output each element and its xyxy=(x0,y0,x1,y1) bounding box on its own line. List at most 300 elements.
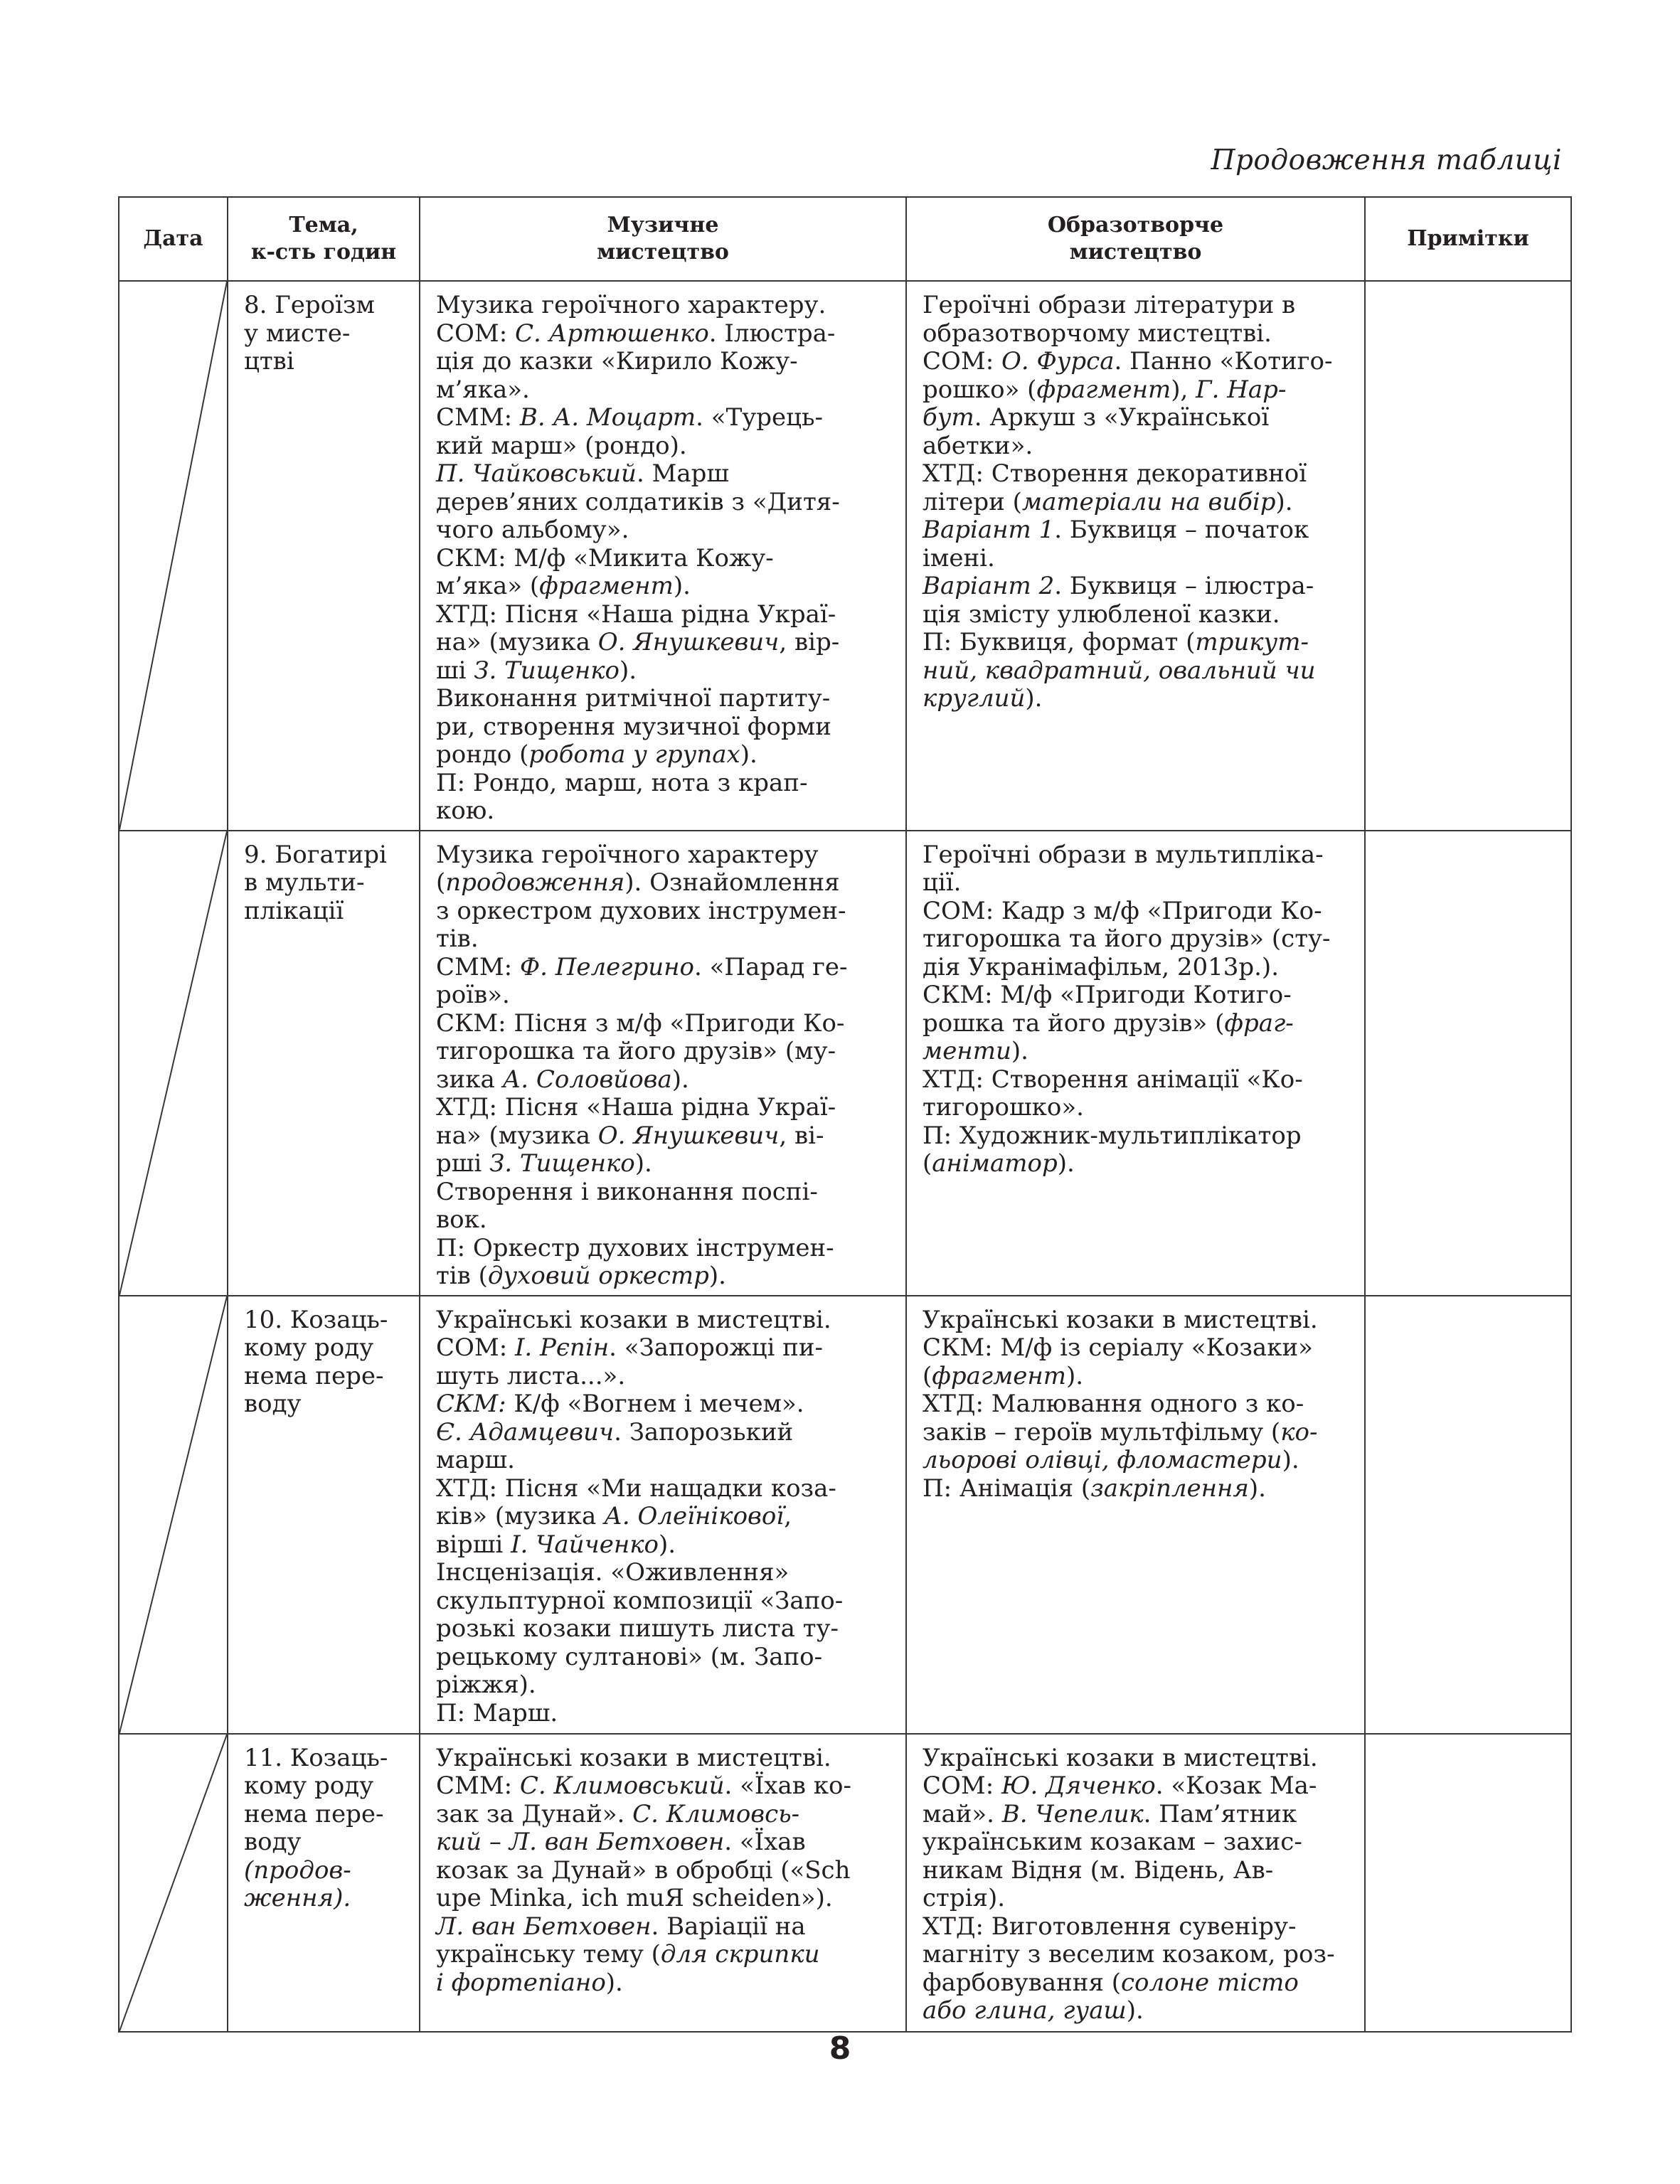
text: П: Буквиця, формат ( xyxy=(923,628,1196,656)
text: СММ: xyxy=(436,1772,520,1800)
table-row xyxy=(119,831,1571,1296)
italic-text: для скрипки xyxy=(660,1940,820,1969)
text: марш. xyxy=(436,1446,515,1474)
text-line xyxy=(436,320,891,348)
text-line xyxy=(923,1419,1350,1447)
art-cell xyxy=(906,831,1365,1296)
text-line xyxy=(436,1671,891,1700)
italic-text: льорові олівці, фломастери xyxy=(923,1446,1282,1474)
text: ). xyxy=(708,1262,726,1290)
text-line xyxy=(436,1615,891,1644)
text: . Марш xyxy=(636,459,730,488)
text: П: Марш. xyxy=(436,1698,558,1727)
text-line xyxy=(923,841,1350,870)
italic-text: С. Климовсь- xyxy=(632,1799,800,1828)
text: вірші xyxy=(436,1530,511,1559)
italic-text: В. Чепелик xyxy=(1001,1799,1144,1828)
text: літери ( xyxy=(923,487,1022,516)
italic-text: і фортепіано xyxy=(436,1968,606,1997)
text-line xyxy=(436,1559,891,1587)
text: ). xyxy=(1275,487,1293,516)
text: ХТД: Створення анімації «Ко- xyxy=(923,1065,1303,1094)
text-line xyxy=(436,1178,891,1207)
text: , ві- xyxy=(779,1121,824,1150)
header-date: Дата xyxy=(119,197,228,281)
text-line xyxy=(923,1150,1350,1178)
text-line xyxy=(923,1390,1350,1419)
text: ХТД: Пісня «Наша рідна Украї- xyxy=(436,600,836,629)
date-cell xyxy=(119,831,228,1296)
text: магніту з веселим козаком, роз- xyxy=(923,1940,1335,1969)
text-line xyxy=(923,1857,1350,1885)
text-line xyxy=(436,1150,891,1178)
text: ). xyxy=(671,1065,689,1094)
text-line xyxy=(923,404,1350,432)
italic-text: продовження xyxy=(445,868,625,897)
notes-cell xyxy=(1365,1296,1571,1734)
text-line xyxy=(436,1475,891,1503)
diagonal-line xyxy=(119,282,227,830)
text-line xyxy=(436,1447,891,1475)
text: Виконання ритмічної партиту- xyxy=(436,684,831,713)
date-cell xyxy=(119,281,228,831)
theme-line: нема пере- xyxy=(244,1361,384,1390)
text: ). xyxy=(620,656,637,685)
italic-text: фрагмент xyxy=(1036,375,1171,404)
text-line xyxy=(436,1262,891,1291)
text: П: Анімація ( xyxy=(923,1474,1091,1503)
page-number: 8 xyxy=(829,2030,851,2067)
text: Героїчні образи літератури в xyxy=(923,291,1296,319)
italic-text: З. Тищенко xyxy=(474,656,620,685)
text: ( xyxy=(436,868,446,897)
text-line xyxy=(436,572,891,601)
text: чого альбому». xyxy=(436,516,629,544)
text: , xyxy=(784,1502,792,1530)
text-line xyxy=(436,348,891,376)
text: СОМ: xyxy=(923,347,1001,375)
text-line xyxy=(923,1122,1350,1151)
text-line xyxy=(923,1941,1350,1969)
text: upe Minka, ich muЯ scheiden»). xyxy=(436,1884,833,1912)
theme-cell xyxy=(228,1734,420,2032)
text-line xyxy=(436,1038,891,1066)
table-header-row xyxy=(119,197,1571,281)
diagonal-line xyxy=(119,831,227,1295)
text: тигорошка та його друзів» (сту- xyxy=(923,925,1331,953)
notes-cell xyxy=(1365,1734,1571,2032)
text-line xyxy=(923,685,1350,713)
text-line xyxy=(436,685,891,713)
text: . «Турець- xyxy=(696,403,824,432)
music-cell xyxy=(420,1296,906,1734)
italic-text: Ю. Дяченко xyxy=(1001,1772,1156,1800)
text: ція змісту улюбленої казки. xyxy=(923,600,1280,629)
italic-text: фрагмент xyxy=(932,1361,1067,1390)
text: Створення і виконання поспі- xyxy=(436,1177,818,1206)
text: . «Парад ге- xyxy=(694,952,848,981)
text-line xyxy=(436,1587,891,1616)
text: СОМ: xyxy=(436,319,515,348)
theme-line: кому роду xyxy=(244,1333,374,1362)
text: ). xyxy=(1025,684,1043,713)
text-line xyxy=(436,897,891,926)
text: шуть листа...». xyxy=(436,1361,626,1390)
text: СКМ: М/ф «Микита Кожу- xyxy=(436,543,774,572)
text: . «Козак Ма- xyxy=(1155,1772,1317,1800)
text: П: Художник-мультиплікатор xyxy=(923,1121,1302,1150)
notes-cell xyxy=(1365,281,1571,831)
text-line xyxy=(923,516,1350,545)
text-line xyxy=(923,1066,1350,1094)
text: ). xyxy=(659,1530,676,1559)
italic-text: С. Артюшенко xyxy=(514,319,709,348)
italic-text: В. А. Моцарт xyxy=(519,403,696,432)
text-line xyxy=(436,1010,891,1038)
theme-line: плікації xyxy=(244,896,344,925)
text-line xyxy=(436,460,891,489)
text-line xyxy=(436,404,891,432)
text: абетки». xyxy=(923,431,1033,460)
text-line xyxy=(923,981,1350,1010)
text: Героїчні образи в мультипліка- xyxy=(923,840,1324,869)
text: СКМ: М/ф із серіалу «Козаки» xyxy=(923,1333,1313,1362)
text: рецькому султанові» (м. Запо- xyxy=(436,1642,823,1671)
text: тів. xyxy=(436,925,479,953)
text: П: Оркестр духових інструмен- xyxy=(436,1233,834,1262)
text-line xyxy=(436,1801,891,1829)
text-line xyxy=(436,1531,891,1560)
text: ( xyxy=(923,1361,932,1390)
text-line xyxy=(923,1363,1350,1391)
text: м’яка». xyxy=(436,375,530,404)
text-line xyxy=(436,545,891,573)
text: українським козакам – захис- xyxy=(923,1828,1302,1856)
theme-line: нема пере- xyxy=(244,1799,384,1828)
text-line xyxy=(436,1066,891,1094)
italic-text: П. Чайковський xyxy=(436,459,637,488)
theme-line: воду xyxy=(244,1390,302,1418)
italic-text: солоне тісто xyxy=(1121,1968,1299,1997)
text-line xyxy=(436,601,891,629)
text-line xyxy=(923,601,1350,629)
text: образотворчому мистецтві. xyxy=(923,319,1272,348)
text: тигорошко». xyxy=(923,1093,1084,1122)
table-row xyxy=(119,1734,1571,2032)
text: Музика героїчного характеру. xyxy=(436,291,826,319)
italic-text: робота у групах xyxy=(528,740,740,769)
date-cell xyxy=(119,1296,228,1734)
text: розькі козаки пишуть листа ту- xyxy=(436,1614,839,1643)
text: ри, створення музичної форми xyxy=(436,712,831,741)
text-line xyxy=(436,713,891,742)
text-line xyxy=(923,1744,1350,1773)
text: СКМ: Пісня з м/ф «Пригоди Ко- xyxy=(436,1008,845,1038)
text: фарбовування ( xyxy=(923,1968,1121,1997)
text-line xyxy=(923,1772,1350,1801)
text-line xyxy=(923,1475,1350,1503)
text: Українські козаки в мистецтві. xyxy=(436,1305,831,1334)
text-line xyxy=(436,376,891,405)
text-line xyxy=(923,460,1350,489)
text: ків» (музика xyxy=(436,1502,605,1530)
text-line xyxy=(436,925,891,954)
text-line xyxy=(923,1010,1350,1038)
text-line xyxy=(436,769,891,798)
text-line xyxy=(436,1122,891,1151)
text: козак за Дунай» в обробці («Sch xyxy=(436,1855,851,1885)
text-line xyxy=(436,657,891,686)
text: імені. xyxy=(923,543,995,572)
text: . Буквиця – початок xyxy=(1054,516,1309,544)
italic-text: Г. Нар- xyxy=(1196,375,1287,404)
text-line xyxy=(923,1306,1350,1335)
text: дія Укранімафільм, 2013р.). xyxy=(923,952,1280,981)
text-line xyxy=(923,897,1350,926)
theme-line: (продов- xyxy=(244,1855,351,1885)
italic-text: О. Янушкевич xyxy=(597,1121,780,1150)
italic-text: бут xyxy=(923,403,974,432)
text-line xyxy=(436,1306,891,1335)
text: рондо ( xyxy=(436,740,529,769)
italic-text: З. Тищенко xyxy=(489,1149,635,1178)
text-line xyxy=(436,1206,891,1235)
theme-line: воду xyxy=(244,1828,302,1856)
theme-cell xyxy=(228,831,420,1296)
music-cell xyxy=(420,281,906,831)
text-line xyxy=(923,629,1350,657)
text: . Варіації на xyxy=(651,1912,806,1941)
text: СКМ: М/ф «Пригоди Котиго- xyxy=(923,981,1292,1009)
notes-cell xyxy=(1365,831,1571,1296)
text-line xyxy=(436,1419,891,1447)
italic-text: закріплення xyxy=(1090,1474,1249,1503)
text: ХТД: Виготовлення сувеніру- xyxy=(923,1912,1297,1941)
music-cell xyxy=(420,1734,906,2032)
text: Музика героїчного характеру xyxy=(436,840,819,869)
text-line xyxy=(923,1801,1350,1829)
text: ). Ознайомлення xyxy=(624,868,840,897)
text: кою. xyxy=(436,797,495,825)
text: роїв». xyxy=(436,981,510,1009)
text-line xyxy=(436,1772,891,1801)
text-line xyxy=(923,1334,1350,1363)
text: рошка та його друзів» ( xyxy=(923,1008,1225,1038)
italic-text: Л. ван Бетховен xyxy=(436,1912,652,1941)
text: українську тему ( xyxy=(436,1940,661,1969)
text: ції. xyxy=(923,868,962,897)
text-line xyxy=(923,1885,1350,1913)
text: ХТД: Пісня «Ми нащадки коза- xyxy=(436,1474,836,1503)
italic-text: Варіант 1 xyxy=(923,516,1055,544)
text-line xyxy=(436,1235,891,1263)
text: ). xyxy=(634,1149,652,1178)
italic-text: Варіант 2 xyxy=(923,572,1055,600)
text-line xyxy=(436,1828,891,1857)
text: ). xyxy=(673,572,691,600)
header-notes: Примітки xyxy=(1365,197,1571,281)
text: П: Рондо, марш, нота з крап- xyxy=(436,768,808,797)
theme-line: кому роду xyxy=(244,1772,374,1800)
text-line xyxy=(923,1969,1350,1998)
text-line xyxy=(436,954,891,982)
italic-text: круглий xyxy=(923,684,1026,713)
italic-text: матеріали на вибір xyxy=(1021,487,1276,516)
text: ). xyxy=(740,740,757,769)
text: на» (музика xyxy=(436,1121,598,1150)
text-line xyxy=(436,1503,891,1531)
theme-line: 8. Героїзм xyxy=(244,291,375,319)
italic-text: або глина, гуаш xyxy=(923,1996,1127,2025)
text-line xyxy=(923,1038,1350,1066)
text: ). xyxy=(1066,1361,1084,1390)
text: К/ф «Вогнем і мечем». xyxy=(506,1390,804,1418)
theme-cell xyxy=(228,281,420,831)
text: рошко» ( xyxy=(923,375,1037,404)
text-line xyxy=(923,1913,1350,1941)
text: Українські козаки в мистецтві. xyxy=(923,1305,1318,1334)
italic-text: О. Фурса xyxy=(1001,347,1115,375)
text: ). xyxy=(1248,1474,1266,1503)
text: зика xyxy=(436,1065,503,1094)
italic-text: Є. Адамцевич xyxy=(436,1417,615,1447)
theme-line: цтві xyxy=(244,347,294,375)
table-row xyxy=(119,281,1571,831)
text: ). xyxy=(1011,1037,1028,1065)
text: Українські козаки в мистецтві. xyxy=(923,1743,1318,1772)
italic-text: С. Климовський xyxy=(519,1772,725,1800)
theme-cell xyxy=(228,1296,420,1734)
text-line xyxy=(923,869,1350,897)
text: СОМ: xyxy=(436,1333,515,1362)
italic-text: Ф. Пелегрино xyxy=(519,952,694,981)
text: ріжжя). xyxy=(436,1671,536,1699)
curriculum-table xyxy=(118,196,1572,2033)
header-art: Образотворче мистецтво xyxy=(906,197,1365,281)
text: м’яка» ( xyxy=(436,572,540,600)
text-line xyxy=(436,1644,891,1672)
text-line xyxy=(436,1885,891,1913)
text-line xyxy=(436,841,891,870)
italic-text: кий – Л. ван Бетховен xyxy=(436,1828,725,1856)
diagonal-line xyxy=(119,1296,227,1733)
italic-text: трикут- xyxy=(1195,628,1309,656)
header-music: Музичне мистецтво xyxy=(420,197,906,281)
text-line xyxy=(923,348,1350,376)
text-line xyxy=(436,1857,891,1885)
text-line xyxy=(923,376,1350,405)
theme-line: 9. Богатирі xyxy=(244,840,387,869)
text-line xyxy=(436,1363,891,1391)
text: СОМ: xyxy=(923,1772,1001,1800)
text: СОМ: Кадр з м/ф «Пригоди Ко- xyxy=(923,896,1322,925)
text-line xyxy=(436,869,891,897)
text: стрія). xyxy=(923,1884,1006,1912)
theme-line: у мисте- xyxy=(244,319,351,348)
text-line xyxy=(923,292,1350,320)
art-cell xyxy=(906,1296,1365,1734)
italic-text: СКМ: xyxy=(436,1390,506,1418)
italic-text: фрагмент xyxy=(539,572,674,600)
text: ). xyxy=(605,1968,623,1997)
text-line xyxy=(436,797,891,826)
text: май». xyxy=(923,1799,1002,1828)
text: заків – героїв мультфільму ( xyxy=(923,1417,1281,1447)
text: СММ: xyxy=(436,403,520,432)
italic-text: І. Рєпін xyxy=(514,1333,610,1362)
text-line xyxy=(923,1997,1350,2025)
italic-text: духовий оркестр xyxy=(487,1262,709,1290)
text: , вір- xyxy=(779,628,840,656)
text: вок. xyxy=(436,1205,487,1234)
text: . «Їхав xyxy=(724,1828,806,1856)
text-line xyxy=(923,1094,1350,1122)
text: дерев’яних солдатиків з «Дитя- xyxy=(436,487,840,516)
art-cell xyxy=(906,1734,1365,2032)
text-line xyxy=(923,432,1350,461)
text: рші xyxy=(436,1149,490,1178)
text-line xyxy=(923,320,1350,348)
text-line xyxy=(436,1334,891,1363)
italic-text: ко- xyxy=(1280,1417,1318,1447)
table-row xyxy=(119,1296,1571,1734)
diagonal-line xyxy=(119,1735,227,2031)
text: . Запорозький xyxy=(614,1417,794,1447)
text-line xyxy=(436,292,891,320)
text: . Пам’ятник xyxy=(1143,1799,1297,1828)
text: . «Їхав ко- xyxy=(724,1772,851,1800)
text: . Панно «Котиго- xyxy=(1114,347,1333,375)
text: Інсценізація. «Оживлення» xyxy=(436,1558,790,1587)
text: ші xyxy=(436,656,474,685)
text-line xyxy=(436,1941,891,1969)
date-cell xyxy=(119,1734,228,2032)
italic-text: аніматор xyxy=(932,1149,1058,1178)
text-line xyxy=(436,432,891,461)
text: . «Запорожці пи- xyxy=(609,1333,823,1362)
text-line xyxy=(436,741,891,769)
text-line xyxy=(436,1744,891,1773)
text: скульптурної композиції «Запо- xyxy=(436,1586,844,1615)
text-line xyxy=(923,657,1350,686)
text-line xyxy=(923,545,1350,573)
text: Українські козаки в мистецтві. xyxy=(436,1743,831,1772)
text: . Буквиця – ілюстра- xyxy=(1054,572,1314,600)
text-line xyxy=(436,1969,891,1998)
theme-line: ження). xyxy=(244,1884,351,1912)
text: . Ілюстра- xyxy=(708,319,836,348)
text-line xyxy=(923,925,1350,954)
text-line xyxy=(923,1447,1350,1475)
italic-text: О. Янушкевич xyxy=(597,628,780,656)
text: ХТД: Малювання одного з ко- xyxy=(923,1390,1304,1418)
art-cell xyxy=(906,281,1365,831)
theme-line: 11. Козаць- xyxy=(244,1743,388,1772)
text-line xyxy=(436,629,891,657)
italic-text: менти xyxy=(923,1037,1011,1065)
theme-line: в мульти- xyxy=(244,868,365,897)
text: з оркестром духових інструмен- xyxy=(436,896,846,925)
continuation-label: Продовження таблиці xyxy=(1211,144,1562,176)
text: никам Відня (м. Відень, Ав- xyxy=(923,1855,1274,1885)
text-line xyxy=(436,489,891,517)
text: зак за Дунай». xyxy=(436,1799,633,1828)
text-line xyxy=(923,954,1350,982)
italic-text: І. Чайченко xyxy=(511,1530,659,1559)
text: ( xyxy=(923,1149,932,1178)
text: СММ: xyxy=(436,952,520,981)
italic-text: ний, квадратний, овальний чи xyxy=(923,656,1316,685)
